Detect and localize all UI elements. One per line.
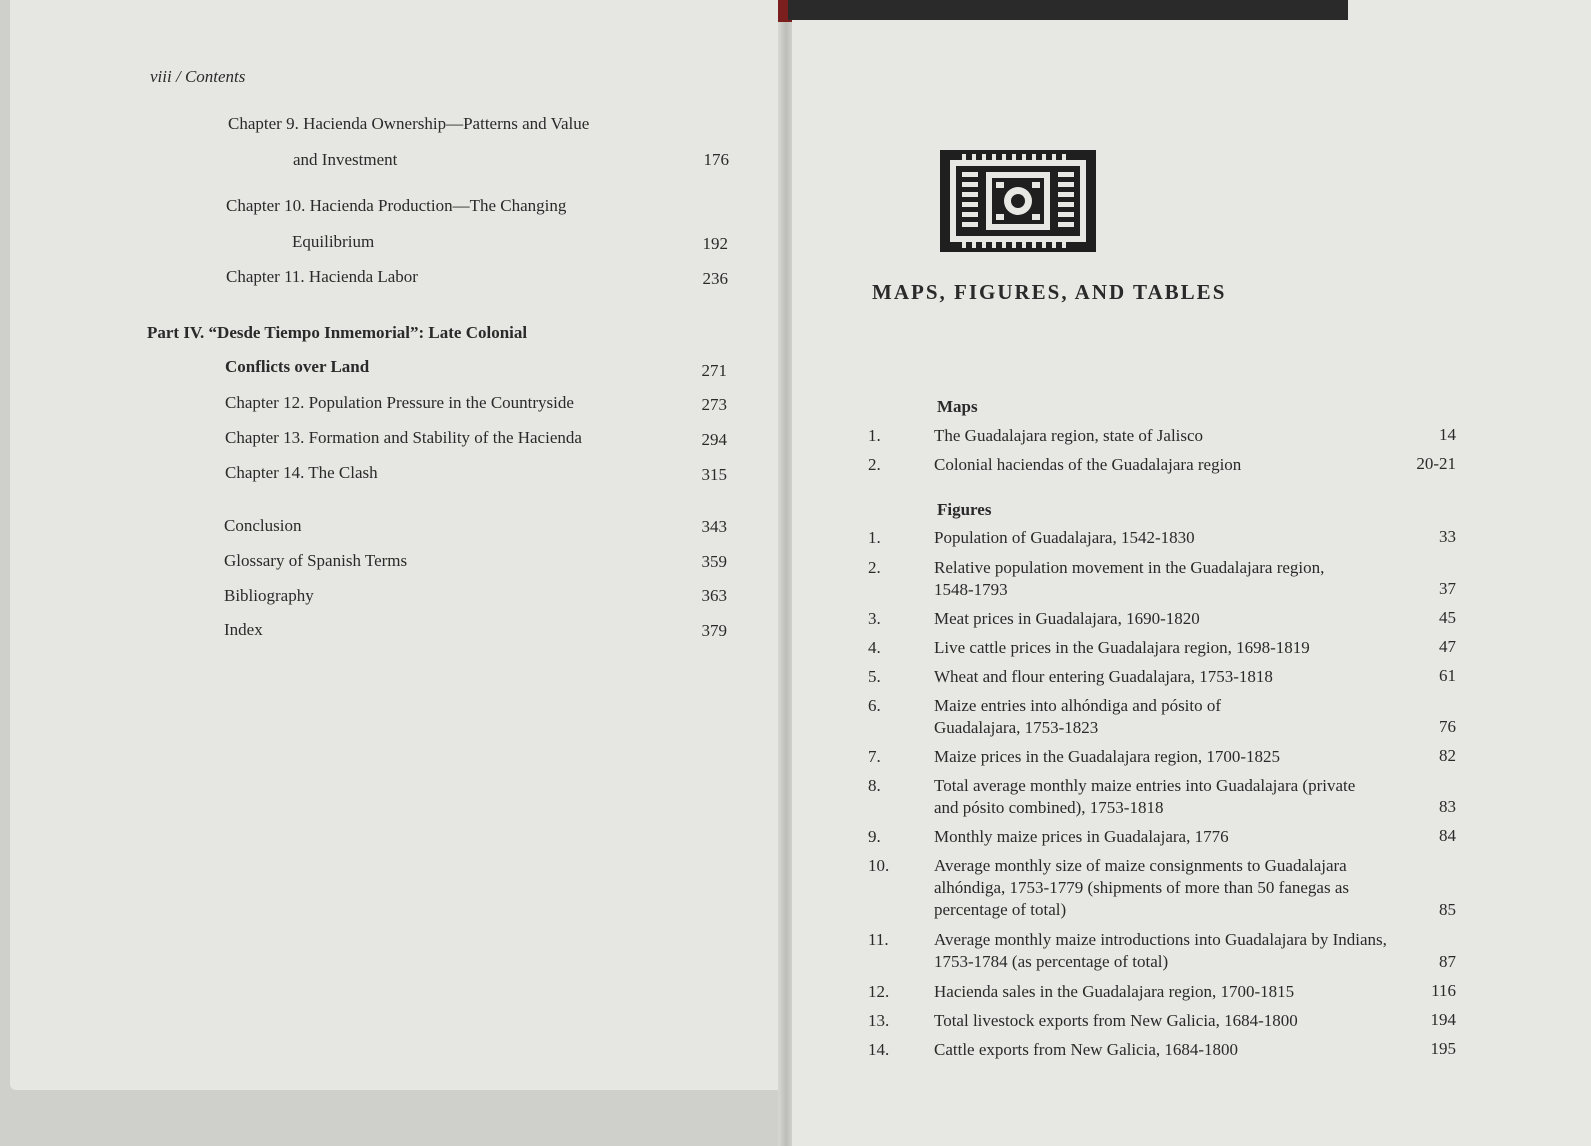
list-page-number: 87 [1439,952,1456,971]
list-number: 10. [868,856,890,875]
list-item: Average monthly maize introductions into Guadalajara by Indians, 1753-1784 (as percentage of total) [934,930,1387,971]
list-item: Live cattle prices in the Guadalajara region, 1698-1819 [934,638,1310,657]
toc-entry: and Investment [293,150,398,169]
toc-part-heading: Part IV. “Desde Tiempo Inmemorial”: Late Colonial [147,323,528,342]
toc-entry: Chapter 11. Hacienda Labor [226,267,418,286]
list-number: 9. [868,827,881,846]
cover-edge [788,0,1348,20]
toc-entry: Chapter 14. The Clash [225,463,378,482]
list-number: 13. [868,1011,890,1030]
list-page-number: 82 [1439,746,1456,765]
running-head: viii / Contents [150,67,246,86]
toc-entry: Conclusion [224,516,302,535]
toc-page-number: 294 [701,430,727,449]
list-item: Average monthly size of maize consignments to Guadalajara alhóndiga, 1753-1779 (shipments of more than 50 fanegas as percentage of total) [934,856,1349,919]
toc-entry: Index [224,620,263,639]
list-item: Total average monthly maize entries into Guadalajara (private and pósito combined), 1753-1818 [934,776,1356,817]
list-page-number: 47 [1439,637,1456,656]
list-number: 1. [868,528,881,547]
toc-page-number: 176 [703,150,729,169]
list-number: 8. [868,776,881,795]
toc-entry: Glossary of Spanish Terms [224,551,408,570]
list-page-number: 14 [1439,425,1456,444]
list-page-number: 61 [1439,666,1456,685]
list-number: 2. [868,455,881,474]
list-page-number: 76 [1439,717,1456,736]
list-number: 4. [868,638,881,657]
list-number: 12. [868,982,890,1001]
list-item: The Guadalajara region, state of Jalisco [934,426,1204,445]
aztec-pattern-ornament-icon [940,150,1096,252]
list-number: 7. [868,747,881,766]
list-page-number: 20-21 [1416,454,1456,473]
list-number: 1. [868,426,881,445]
toc-page-number: 363 [701,586,727,605]
toc-part-heading: Conflicts over Land [225,357,370,376]
toc-entry: Chapter 10. Hacienda Production—The Changing [226,196,567,215]
toc-entry: Bibliography [224,586,314,605]
list-item: Colonial haciendas of the Guadalajara region [934,455,1242,474]
list-item: Total livestock exports from New Galicia, 1684-1800 [934,1011,1298,1030]
toc-entry: Equilibrium [292,232,375,251]
list-item: Population of Guadalajara, 1542-1830 [934,528,1195,547]
toc-page-number: 273 [701,395,727,414]
list-number: 3. [868,609,881,628]
list-number: 11. [868,930,889,949]
toc-entry: Chapter 9. Hacienda Ownership—Patterns and Value [228,114,590,133]
list-page-number: 33 [1439,527,1456,546]
list-item: Maize entries into alhóndiga and pósito of Guadalajara, 1753-1823 [934,696,1222,737]
list-page-number: 45 [1439,608,1456,627]
toc-page-number: 359 [701,552,727,571]
list-number: 5. [868,667,881,686]
list-number: 2. [868,558,881,577]
list-item: Meat prices in Guadalajara, 1690-1820 [934,609,1200,628]
figures-subheading: Figures [937,500,992,519]
list-page-number: 84 [1439,826,1456,845]
toc-page-number: 236 [702,269,728,288]
list-item: Maize prices in the Guadalajara region, 1700-1825 [934,747,1281,766]
toc-entry: Chapter 12. Population Pressure in the Countryside [225,393,574,412]
toc-page-number: 192 [702,234,728,253]
toc-page-number: 343 [701,517,727,536]
list-page-number: 83 [1439,797,1456,816]
list-page-number: 194 [1430,1010,1456,1029]
maps-subheading: Maps [937,397,978,416]
section-heading: MAPS, FIGURES, AND TABLES [872,280,1227,304]
list-page-number: 116 [1431,981,1456,1000]
list-page-number: 85 [1439,900,1456,919]
list-item: Relative population movement in the Guadalajara region, 1548-1793 [934,558,1325,599]
list-number: 6. [868,696,881,715]
list-item: Wheat and flour entering Guadalajara, 1753-1818 [934,667,1273,686]
list-item: Hacienda sales in the Guadalajara region, 1700-1815 [934,982,1295,1001]
list-number: 14. [868,1040,890,1059]
toc-page-number: 271 [701,361,727,380]
list-page-number: 37 [1439,579,1456,598]
list-page-number: 195 [1430,1039,1456,1058]
toc-page-number: 379 [701,621,727,640]
toc-entry: Chapter 13. Formation and Stability of the Hacienda [225,428,582,447]
toc-page-number: 315 [701,465,727,484]
list-item: Monthly maize prices in Guadalajara, 1776 [934,827,1229,846]
list-item: Cattle exports from New Galicia, 1684-1800 [934,1040,1239,1059]
